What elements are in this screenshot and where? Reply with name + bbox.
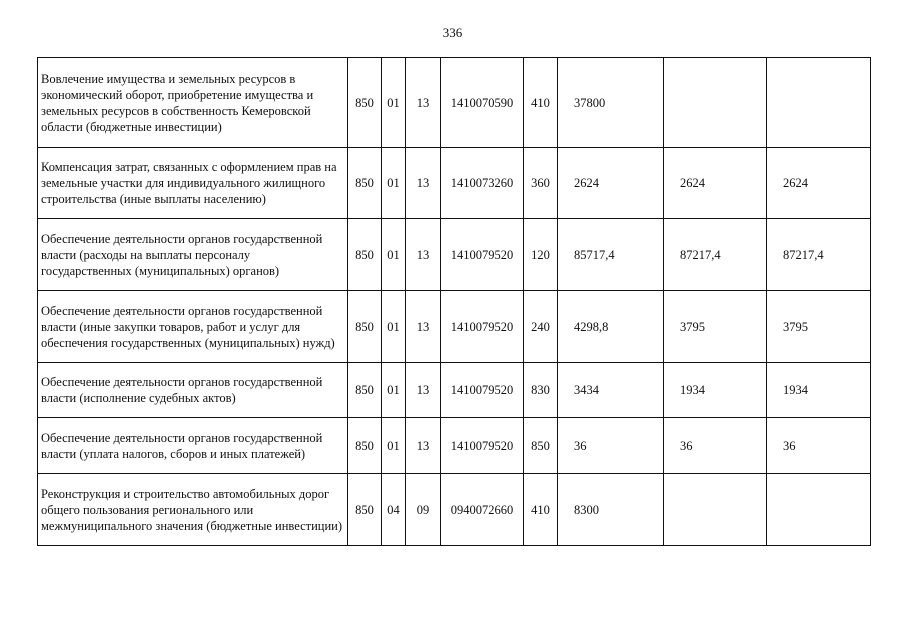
page-number: 336 [442,25,463,40]
subsection-code: 13 [406,148,441,219]
amount-year-2: 3795 [664,291,767,363]
ministry-code: 850 [348,291,382,363]
section-code: 01 [382,418,406,474]
amount-year-1: 2624 [558,148,664,219]
row-description: Вовлечение имущества и земельных ресурсов в экономический оборот, приобретение имущества и земельных ресурсов в собственность Кемеровской области (бюджетные инвестиции) [38,58,348,148]
section-code: 01 [382,363,406,418]
target-article-code: 1410079520 [441,219,524,291]
subsection-code: 09 [406,474,441,546]
amount-year-2: 36 [664,418,767,474]
target-article-code: 0940072660 [441,474,524,546]
amount-year-1: 85717,4 [558,219,664,291]
ministry-code: 850 [348,363,382,418]
amount-year-2 [664,58,767,148]
table-row [38,219,871,291]
amount-year-1: 4298,8 [558,291,664,363]
amount-year-1: 37800 [558,58,664,148]
subsection-code: 13 [406,418,441,474]
target-article-code: 1410079520 [441,363,524,418]
section-code: 01 [382,219,406,291]
expense-type-code: 360 [524,148,558,219]
ministry-code: 850 [348,219,382,291]
section-code: 01 [382,58,406,148]
amount-year-2 [664,474,767,546]
ministry-code: 850 [348,58,382,148]
amount-year-3 [767,58,871,148]
section-code: 01 [382,148,406,219]
target-article-code: 1410079520 [441,418,524,474]
amount-year-3: 1934 [767,363,871,418]
amount-year-1: 36 [558,418,664,474]
section-code: 04 [382,474,406,546]
target-article-code: 1410079520 [441,291,524,363]
amount-year-1: 3434 [558,363,664,418]
expense-type-code: 120 [524,219,558,291]
expense-type-code: 240 [524,291,558,363]
ministry-code: 850 [348,418,382,474]
row-description: Компенсация затрат, связанных с оформлением прав на земельные участки для индивидуального жилищного строительства (иные выплаты населению) [38,148,348,219]
row-description: Обеспечение деятельности органов государственной власти (иные закупки товаров, работ и услуг для обеспечения государственных (муниципальных) нужд) [38,291,348,363]
budget-table [37,57,871,546]
subsection-code: 13 [406,58,441,148]
table-row [38,291,871,363]
amount-year-2: 1934 [664,363,767,418]
expense-type-code: 410 [524,58,558,148]
row-description: Обеспечение деятельности органов государственной власти (исполнение судебных актов) [38,363,348,418]
amount-year-1: 8300 [558,474,664,546]
subsection-code: 13 [406,363,441,418]
ministry-code: 850 [348,148,382,219]
amount-year-3: 87217,4 [767,219,871,291]
row-description: Реконструкция и строительство автомобильных дорог общего пользования регионального или межмуниципального значения (бюджетные инвестиции) [38,474,348,546]
amount-year-3: 2624 [767,148,871,219]
subsection-code: 13 [406,219,441,291]
amount-year-3 [767,474,871,546]
target-article-code: 1410073260 [441,148,524,219]
target-article-code: 1410070590 [441,58,524,148]
ministry-code: 850 [348,474,382,546]
amount-year-2: 87217,4 [664,219,767,291]
table-row [38,363,871,418]
expense-type-code: 850 [524,418,558,474]
table-row [38,148,871,219]
amount-year-2: 2624 [664,148,767,219]
table-row [38,58,871,148]
table-row [38,418,871,474]
expense-type-code: 830 [524,363,558,418]
subsection-code: 13 [406,291,441,363]
amount-year-3: 3795 [767,291,871,363]
expense-type-code: 410 [524,474,558,546]
section-code: 01 [382,291,406,363]
table-row [38,474,871,546]
amount-year-3: 36 [767,418,871,474]
row-description: Обеспечение деятельности органов государственной власти (расходы на выплаты персоналу государственных (муниципальных) органов) [38,219,348,291]
row-description: Обеспечение деятельности органов государственной власти (уплата налогов, сборов и иных платежей) [38,418,348,474]
